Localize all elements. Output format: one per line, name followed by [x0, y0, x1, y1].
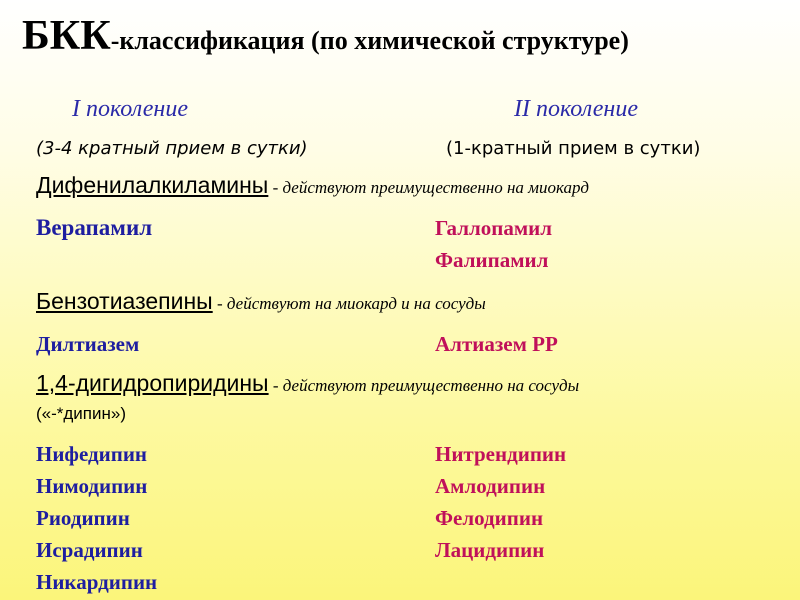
title-rest: -классификация (по химической структуре)	[110, 26, 629, 55]
group2-gen1-drugs	[36, 328, 139, 360]
gen1-label: I поколение	[72, 96, 188, 122]
drug-item: Никардипин	[36, 570, 158, 594]
drug-item: Нимодипин	[36, 474, 148, 498]
drug-item: Нитрендипин	[435, 442, 567, 466]
drug-item: Лацидипин	[435, 538, 545, 562]
group-benzothiazepines	[36, 288, 486, 315]
group-name: Бензотиазепины	[36, 288, 213, 314]
gen2-label: II поколение	[514, 96, 638, 122]
group-description: - действуют преимущественно на сосуды	[268, 376, 580, 395]
drug-item: Фелодипин	[435, 506, 544, 530]
group1-gen1-drugs	[36, 212, 152, 244]
group-description: - действуют преимущественно на миокард	[268, 178, 589, 197]
drug-item: Дилтиазем	[36, 332, 140, 356]
drug-item: Амлодипин	[435, 474, 546, 498]
slide-title	[22, 12, 629, 60]
group1-gen2-drugs	[435, 212, 552, 276]
drug-item: Риодипин	[36, 506, 130, 530]
drug-item: Фалипамил	[435, 248, 549, 272]
title-main: БКК	[22, 13, 111, 59]
group-diphenylalkylamines	[36, 172, 589, 199]
drug-item: Нифедипин	[36, 442, 148, 466]
group3-gen2-drugs	[435, 438, 566, 566]
group-description: - действуют на миокард и на сосуды	[212, 294, 486, 313]
drug-item: Исрадипин	[36, 538, 143, 562]
group3-gen1-drugs	[36, 438, 157, 598]
drug-item: Галлопамил	[435, 216, 553, 240]
group-name: 1,4-дигидропиридины	[36, 370, 269, 396]
group-name: Дифенилалкиламины	[36, 172, 269, 198]
group-dihydropyridines	[36, 370, 579, 397]
drug-item: Алтиазем РР	[435, 332, 558, 356]
drug-item: Верапамил	[36, 215, 153, 240]
gen2-note: (1-кратный прием в сутки)	[446, 138, 701, 159]
group2-gen2-drugs	[435, 328, 558, 360]
gen1-note: (3-4 кратный прием в сутки)	[36, 138, 308, 159]
group-suffix-note: («-*дипин»)	[36, 404, 127, 423]
